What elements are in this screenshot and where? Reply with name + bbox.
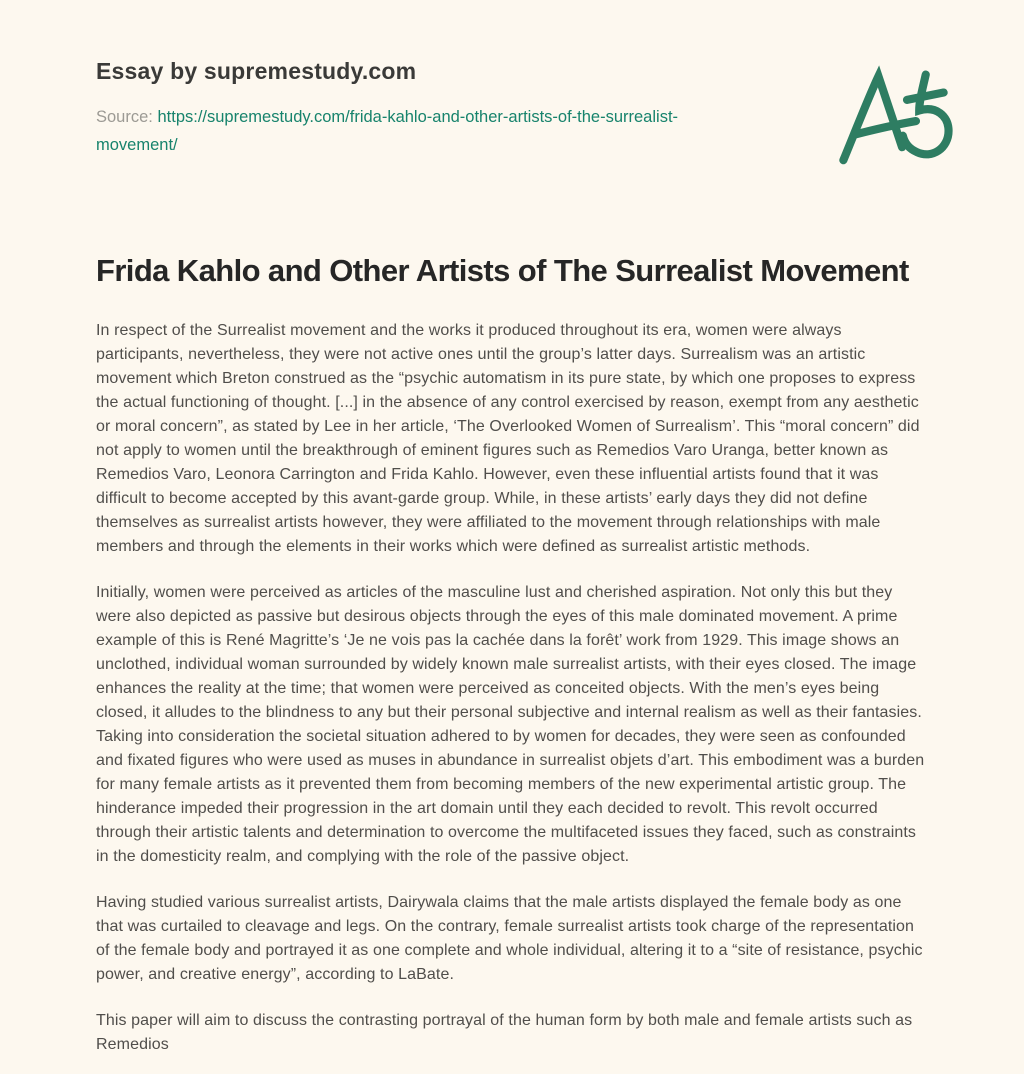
source-line [96, 103, 728, 159]
page-title: Essay by supremestudy.com [96, 58, 417, 84]
a-plus-logo-icon [834, 64, 962, 170]
article-paragraph: Having studied various surrealist artists, Dairywala claims that the male artists displayed the female body as one that was curtailed to cleavage and legs. On the contrary, female surrealist artists took charge of the representation of the female body and portrayed it as one complete and whole individual, altering it to a “site of resistance, psychic power, and creative energy”, according to LaBate. [96, 894, 923, 983]
article-title: Frida Kahlo and Other Artists of The Surrealist Movement [96, 253, 909, 288]
source-label: Source: [96, 108, 153, 126]
article-body [96, 319, 928, 1057]
source-link[interactable]: https://supremestudy.com/frida-kahlo-and-other-artists-of-the-surrealist-movement/ [96, 108, 679, 154]
article-paragraph: Initially, women were perceived as articles of the masculine lust and cherished aspiration. Not only this but they were also depicted as passive but desirous objects through the eyes of this male dominated movement. A prime example of this is René Magritte’s ‘Je ne vois pas la cachée dans la forêt’ work from 1929. This image shows an unclothed, individual woman surrounded by widely known male surrealist artists, with their eyes closed. The image enhances the reality at the time; that women were perceived as conceited objects. With the men’s eyes being closed, it alludes to the blindness to any but their personal subjective and internal realism as well as their fantasies. Taking into consideration the societal situation adhered to by women for decades, they were seen as confounded and fixated figures who were used as muses in abundance in surrealist objets d’art. This embodiment was a burden for many female artists as it prevented them from becoming members of the new experimental artistic group. The hinderance impeded their progression in the art domain until they each decided to revolt. This revolt occurred through their artistic talents and determination to overcome the multifaceted issues they faced, such as constraints in the domesticity realm, and complying with the role of the passive object. [96, 584, 925, 865]
page-header [96, 58, 736, 159]
article-paragraph: In respect of the Surrealist movement and the works it produced throughout its era, women were always participants, nevertheless, they were not active ones until the group’s latter days. Surrealism was an artistic movement which Breton construed as the “psychic automatism in its pure state, by which one proposes to express the actual functioning of thought. [...] in the absence of any control exercised by reason, exempt from any aesthetic or moral concern”, as stated by Lee in her article, ‘The Overlooked Women of Surrealism’. This “moral concern” did not apply to women until the breakthrough of eminent figures such as Remedios Varo Uranga, better known as Remedios Varo, Leonora Carrington and Frida Kahlo. However, even these influential artists found that it was difficult to become accepted by this avant-garde group. While, in these artists’ early days they did not define themselves as surrealist artists however, they were affiliated to the movement through relationships with male members and through the elements in their works which were defined as surrealist artistic methods. [96, 322, 920, 555]
article-paragraph: This paper will aim to discuss the contrasting portrayal of the human form by both male and female artists such as Remedios [96, 1012, 913, 1053]
